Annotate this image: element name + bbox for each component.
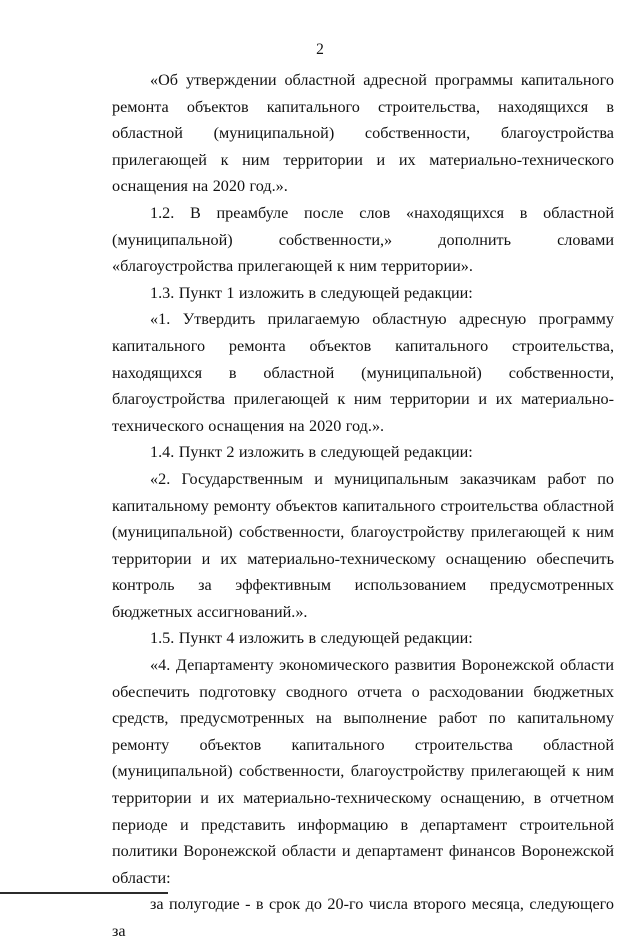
clause-1-4-heading: 1.4. Пункт 2 изложить в следующей редакции:: [150, 443, 473, 462]
clause-1-3-heading: 1.3. Пункт 1 изложить в следующей редакции:: [150, 283, 473, 302]
document-body: [112, 67, 614, 945]
footer-rule: [0, 892, 168, 894]
clause-1-5-heading: 1.5. Пункт 4 изложить в следующей редакции:: [150, 629, 473, 648]
quoted-program-title: «Об утверждении областной адресной программы капитального ремонта объектов капитального строительства, находящихся в областной (муниципальной) собственности, благоустройства прилегающей к ним территории и их материально-технического оснащения на 2020 год.».: [112, 71, 614, 196]
clause-1-4-text: «2. Государственным и муниципальным заказчикам работ по капитальному ремонту объектов капитального строительства областной (муниципальной) собственности, благоустройству прилегающей к ним территории и их материально-техническому оснащению обеспечить контроль за эффективным использованием предусмотренных бюджетных ассигнований.».: [112, 469, 614, 621]
page-number: 2: [316, 41, 324, 58]
clause-1-5-text: «4. Департаменту экономического развития Воронежской области обеспечить подготовку сводного отчета о расходовании бюджетных средств, предусмотренных на выполнение работ по капитальному ремонту объектов капитального строительства областной (муниципальной) собственности, благоустройству прилегающей к ним территории и их материально-техническому оснащению, в отчетном периоде и представить информацию в департамент строительной политики Воронежской области и департамент финансов Воронежской области:: [112, 656, 614, 887]
clause-1-3-text: «1. Утвердить прилагаемую областную адресную программу капитального ремонта объектов капитального строительства, находящихся в областной (муниципальной) собственности, благоустройства прилегающей к ним территории и их материально-технического оснащения на 2020 год.».: [112, 310, 614, 435]
clause-half-year-deadline: за полугодие - в срок до 20-го числа второго месяца, следующего за: [112, 895, 614, 940]
clause-1-2: 1.2. В преамбуле после слов «находящихся в областной (муниципальной) собственности,» дополнить словами «благоустройства прилегающей к ним территории».: [112, 203, 614, 276]
